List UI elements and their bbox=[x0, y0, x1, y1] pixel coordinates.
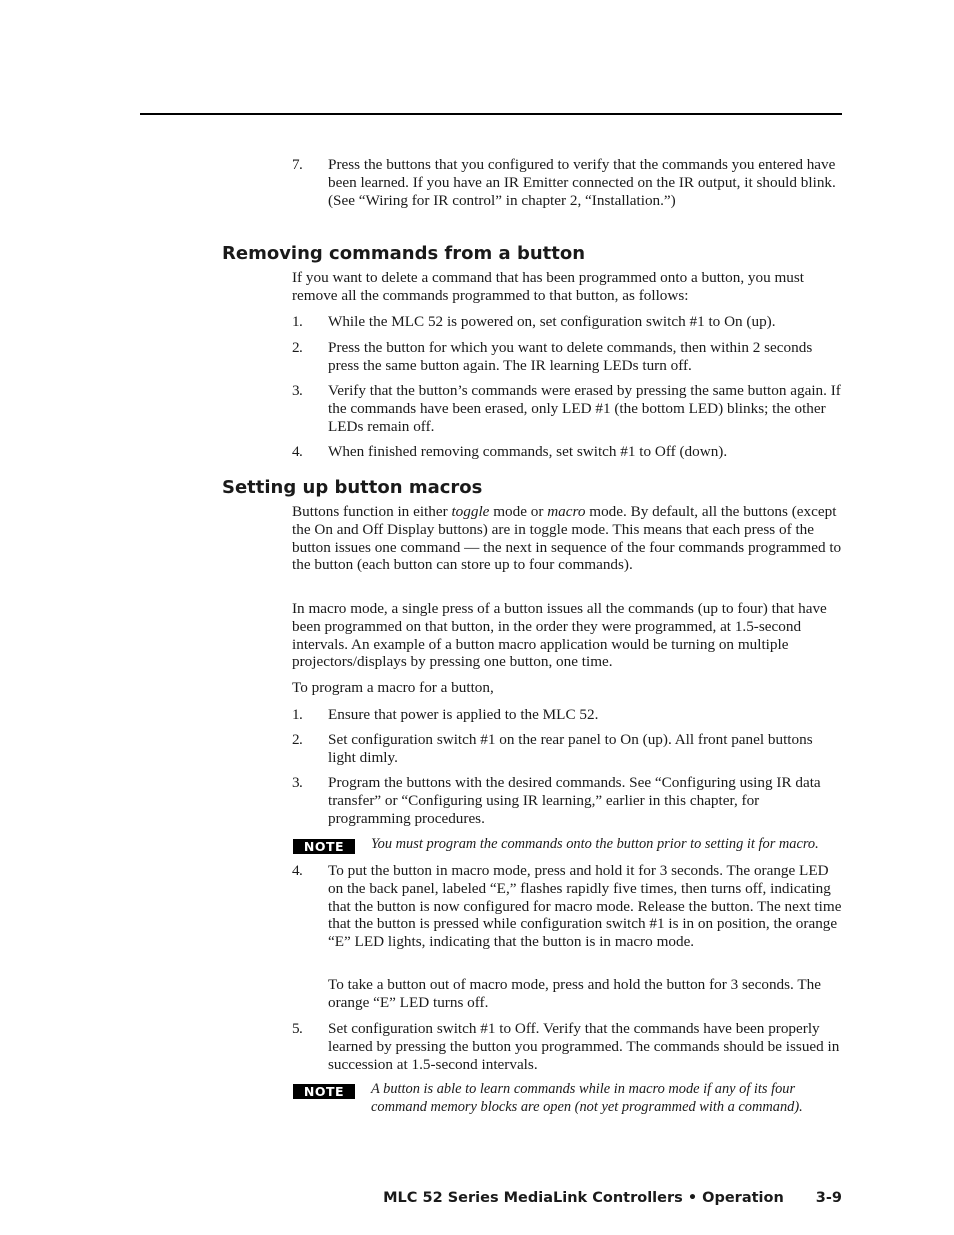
step-number: 2 bbox=[292, 731, 300, 748]
section-heading-macros: Setting up button macros bbox=[222, 477, 483, 498]
note-text: A button is able to learn commands while in macro mode if any of its four command memory blocks are open (not yet programmed with a command). bbox=[371, 1081, 803, 1115]
page-number: 3-9 bbox=[815, 1190, 842, 1206]
step-number: 3 bbox=[292, 774, 300, 791]
section-heading-removing: Removing commands from a button bbox=[222, 243, 586, 264]
note-badge: NOTE bbox=[293, 1084, 355, 1099]
removing-intro: If you want to delete a command that has been programmed onto a button, you must remove all the commands programmed to that button, as follows: bbox=[292, 269, 805, 304]
step-number: 3 bbox=[292, 382, 300, 399]
macros-paragraph-2: In macro mode, a single press of a button issues all the commands (up to four) that have been programmed on that button, in the order they were programmed, at 1.5-second intervals. An example of a button macro application would be turning on multiple projectors/displays by pressing one button, one time. bbox=[292, 600, 827, 671]
step-text: Set configuration switch #1 on the rear panel to On (up). All front panel buttons light dimly. bbox=[328, 731, 813, 766]
macros-paragraph-3: To program a macro for a button, bbox=[292, 679, 494, 696]
step-number: 4 bbox=[292, 862, 300, 879]
header-rule bbox=[140, 113, 842, 115]
step-number: 1 bbox=[292, 313, 300, 330]
page-footer bbox=[383, 1190, 842, 1206]
note-badge: NOTE bbox=[293, 839, 355, 854]
step-text: When finished removing commands, set switch #1 to Off (down). bbox=[328, 443, 728, 460]
footer-title: MLC 52 Series MediaLink Controllers • Operation bbox=[383, 1190, 784, 1206]
step-number: 2 bbox=[292, 339, 300, 356]
step-text: Ensure that power is applied to the MLC 52. bbox=[328, 706, 599, 723]
step-number: 4 bbox=[292, 443, 300, 460]
step-text: Press the button for which you want to delete commands, then within 2 seconds press the same button again. The IR learning LEDs turn off. bbox=[328, 339, 813, 374]
step-number: 5 bbox=[292, 1020, 300, 1037]
step-number: 1 bbox=[292, 706, 300, 723]
step-text: Press the buttons that you configured to verify that the commands you entered have been learned. If you have an IR Emitter connected on the IR output, it should blink. (See “Wiring for IR control” in chapter 2, “Installation.”) bbox=[328, 156, 836, 209]
step-text: Set configuration switch #1 to Off. Verify that the commands have been properly learned by pressing the button you programmed. The commands should be issued in succession at 1.5-second intervals. bbox=[328, 1020, 840, 1073]
step-extra-text: To take a button out of macro mode, press and hold the button for 3 seconds. The orange “E” LED turns off. bbox=[328, 976, 821, 1011]
step-text: To put the button in macro mode, press and hold it for 3 seconds. The orange LED on the back panel, labeled “E,” flashes rapidly five times, then turns off, indicating that the button is now configured for macro mode. Release the button. The next time that the button is pressed while configuration switch #1 is in on position, the orange “E” LED lights, indicating that the button is in macro mode. bbox=[328, 862, 842, 951]
note-text: You must program the commands onto the button prior to setting it for macro. bbox=[371, 836, 819, 852]
step-text: Verify that the button’s commands were erased by pressing the same button again. If the commands have been erased, only LED #1 (the bottom LED) blinks; the other LEDs remain off. bbox=[328, 382, 841, 435]
step-text: Program the buttons with the desired commands. See “Configuring using IR data transfer” or “Configuring using IR learning,” earlier in this chapter, for programming procedures. bbox=[328, 774, 821, 827]
step-number: 7 bbox=[292, 156, 300, 173]
macros-paragraph-1: Buttons function in either toggle mode or macro mode. By default, all the buttons (except the On and Off Display buttons) are in toggle mode. This means that each press of the button issues one command — the next in sequence of the four commands programmed to the button (each button can store up to four commands). bbox=[292, 503, 842, 574]
step-text: While the MLC 52 is powered on, set configuration switch #1 to On (up). bbox=[328, 313, 776, 330]
